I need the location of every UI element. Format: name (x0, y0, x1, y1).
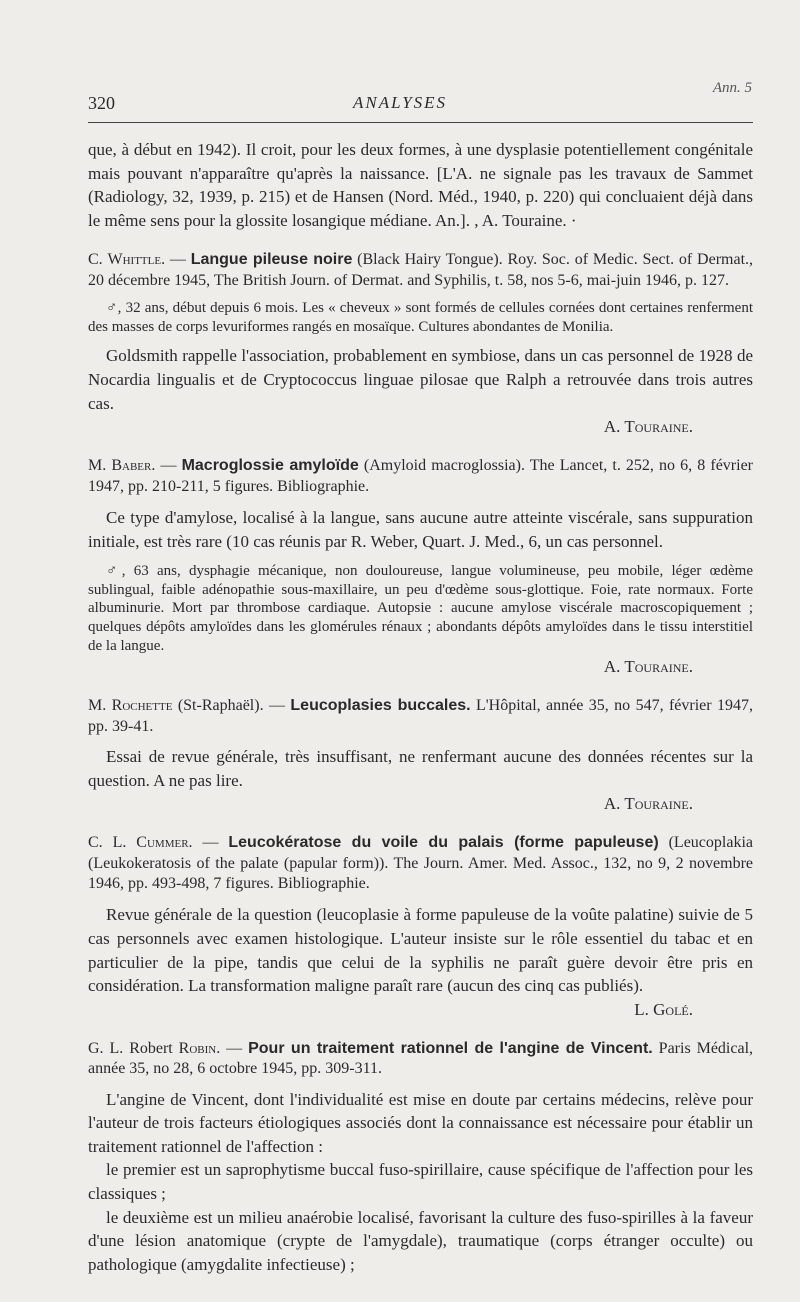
volume-annotation: Ann. 5 (712, 80, 752, 96)
citation-details: (Amyloid macroglossia). The Lancet, t. 252, no 6, 8 février 1947, pp. 210-211, 5 figures. Bibliographie. (88, 457, 753, 495)
case-summary-whittle: ♂, 32 ans, début depuis 6 mois. Les « cheveux » sont formés de cellules cornées dont certaines renferment des masses de corps levuriformes rangés en mosaïque. Cultures abondantes de Monilia. (88, 300, 753, 335)
running-head: ANALYSES (352, 93, 448, 112)
case-summary-baber: ♂, 63 ans, dysphagie mécanique, non douloureuse, langue volumineuse, peu mobile, léger œdème sublingual, faible adénopathie sous-maxillaire, un peu d'œdème sous-glottique. Foie, rate normaux. Forte albuminurie. Mort par thrombose cardiaque. Autopsie : aucune amylose viscérale macroscopiquement ; quelques dépôts amyloïdes dans les glomérules rénaux ; abondants dépôts amyloïdes dans le tissu interstitiel de la langue. (88, 563, 753, 654)
reference-baber (88, 456, 753, 497)
header-rule (88, 122, 753, 123)
signature-whittle: A. Touraine. (603, 417, 693, 437)
citation-details: (Leucoplakia (Leukokeratosis of the palate (papular form)). The Journ. Amer. Med. Assoc., 132, no 9, 2 novembre 1946, pp. 493-498, 7 figures. Bibliographie. (88, 834, 753, 892)
author-name: Whittle (107, 251, 162, 269)
citation-details: (Black Hairy Tongue). Roy. Soc. of Medic. Sect. of Dermat., 20 décembre 1945, The British Journ. of Dermat. and Syphilis, t. 58, nos 5-6, mai-juin 1946, p. 127. (88, 251, 754, 289)
paragraph-robin-2: le premier est un saprophytisme buccal fuso-spirillaire, cause spécifique de l'affection pour les classiques ; (88, 1160, 753, 1203)
reference-robin (88, 1039, 753, 1080)
author-name: Cummer (136, 834, 189, 852)
author-name: Rochette (111, 697, 173, 715)
signature-baber: A. Touraine. (603, 657, 693, 677)
page-number: 320 (88, 93, 115, 113)
author-initials: G. L. Robert (88, 1039, 179, 1057)
separator: . — (216, 1039, 249, 1057)
comment-whittle: Goldsmith rappelle l'association, probablement en symbiose, dans un cas personnel de 1928 de Nocardia lingualis et de Cryptococcus linguae pilosae que Ralph a retrouvée dans trois autres cas. (88, 346, 753, 413)
author-name: Robin (178, 1039, 217, 1057)
page-content (88, 138, 753, 1276)
article-title: Leucokératose du voile du palais (forme papuleuse) (228, 834, 659, 852)
comment-cummer: Revue générale de la question (leucoplasie à forme papuleuse de la voûte palatine) suivie de 5 cas personnels avec examen histologique. L'auteur insiste sur le rôle essentiel du tabac et en particulier de la pipe, tandis que celui de la syphilis ne paraît guère devoir être pris en considération. La transformation maligne paraît rare (aucun des cinq cas publiés). (88, 905, 753, 996)
article-title: Langue pileuse noire (190, 251, 353, 269)
signature-rochette: A. Touraine. (603, 794, 693, 814)
separator: . — (161, 251, 191, 269)
separator: . — (151, 457, 182, 475)
reference-cummer (88, 833, 753, 894)
reference-whittle (88, 250, 753, 291)
author-initials: M. (88, 457, 112, 475)
citation-details: Paris Médical, année 35, no 28, 6 octobre 1945, pp. 309-311. (88, 1039, 754, 1078)
author-initials: C. (88, 251, 108, 269)
author-initials: C. L. (88, 834, 137, 852)
article-title: Leucoplasies buccales. (290, 697, 471, 715)
paragraph-robin-3: le deuxième est un milieu anaérobie localisé, favorisant la culture des fuso-spirilles à la faveur d'une lésion anatomique (crypte de l'amygdale), traumatique (corps étranger occulte) ou pathologique (amygdalite infectieuse) ; (88, 1207, 753, 1274)
separator: (St-Raphaël). — (172, 697, 291, 715)
separator: . — (188, 834, 229, 852)
article-title: Macroglossie amyloïde (181, 457, 359, 475)
author-initials: M. (88, 697, 112, 715)
continued-abstract: que, à début en 1942). Il croit, pour les deux formes, à une dysplasie potentiellement congénitale mais pouvant n'apparaître qu'après la naissance. [L'A. ne signale pas les travaux de Sammet (Radiology, 32, 1939, p. 215) et de Hansen (Nord. Méd., 1940, p. 220) qui concluaient déjà dans le même sens pour la glossite losangique médiane. An.]. , A. Touraine. · (88, 140, 753, 230)
author-name: Baber (111, 457, 152, 475)
paragraph-robin-1: L'angine de Vincent, dont l'individualité est mise en doute par certains médecins, relève pour l'auteur de trois facteurs étiologiques associés dont la connaissance est nécessaire pour établir un traitement rationnel de l'affection : (88, 1089, 753, 1156)
signature-cummer: L. Golé. (634, 999, 693, 1019)
comment-rochette: Essai de revue générale, très insuffisant, ne renfermant aucune des données récentes sur la question. A ne pas lire. (88, 746, 753, 790)
citation-details: L'Hôpital, année 35, no 547, février 1947, pp. 39-41. (88, 697, 754, 735)
article-title: Pour un traitement rationnel de l'angine de Vincent. (248, 1039, 653, 1057)
comment-baber: Ce type d'amylose, localisé à la langue, sans aucune autre atteinte viscérale, sans suppuration initiale, est très rare (10 cas réunis par R. Weber, Quart. J. Med., 6, un cas personnel. (88, 507, 753, 551)
reference-rochette (88, 696, 753, 737)
